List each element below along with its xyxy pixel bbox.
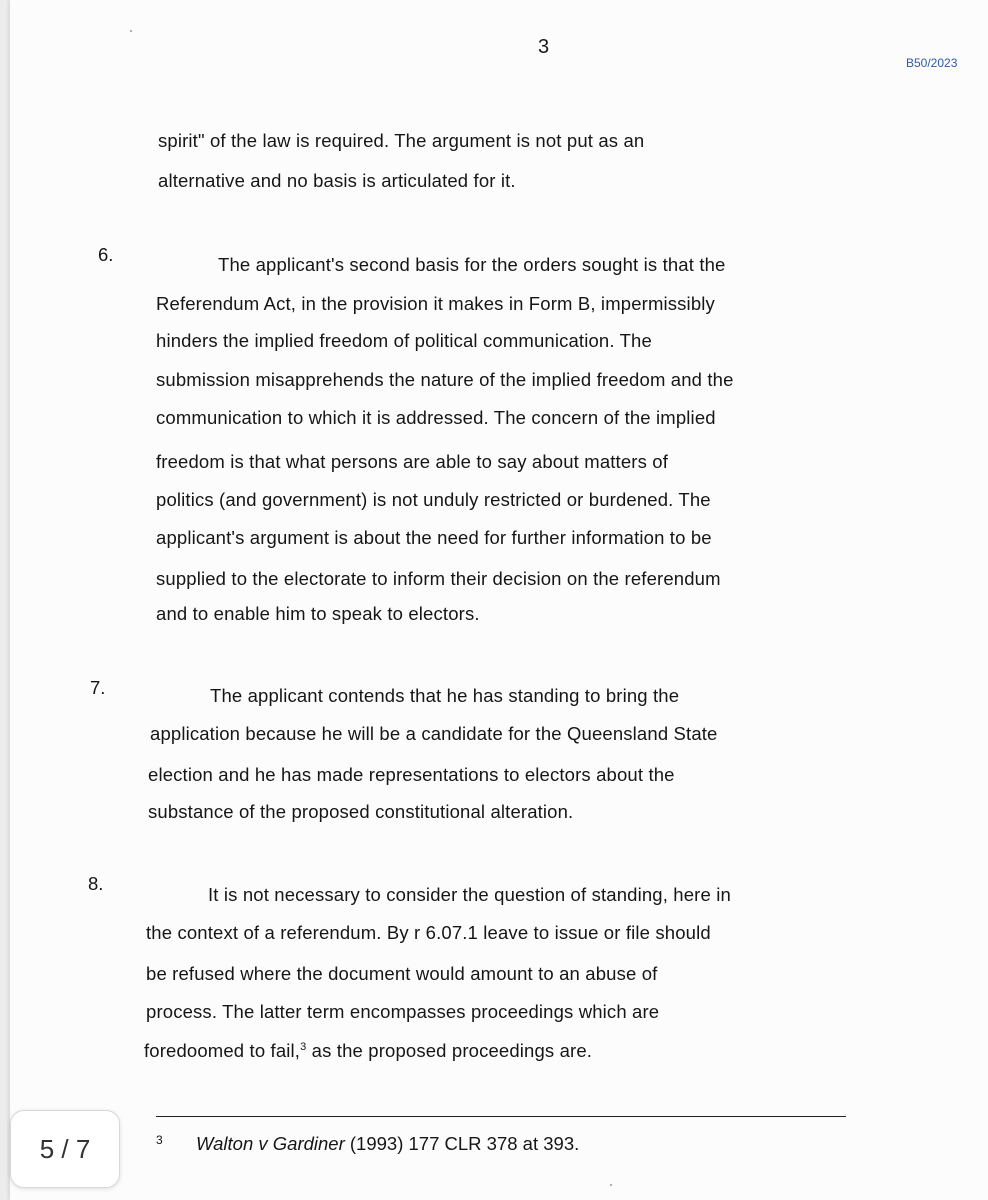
paragraph-line: Referendum Act, in the provision it makes in Form B, impermissibly <box>156 293 715 314</box>
paragraph-number: 8. <box>88 873 104 894</box>
paragraph-line: freedom is that what persons are able to say about matters of <box>156 451 669 472</box>
paragraph-line: The applicant contends that he has standing to bring the <box>210 685 680 706</box>
paragraph-number: 7. <box>90 677 106 698</box>
paragraph-line: election and he has made representations to electors about the <box>148 764 675 785</box>
paragraph-line: It is not necessary to consider the question of standing, here in <box>208 884 731 905</box>
paragraph-line: The applicant's second basis for the orders sought is that the <box>218 254 726 275</box>
page-indicator[interactable]: 5 / 7 <box>10 1110 120 1188</box>
paragraph-line: process. The latter term encompasses proceedings which are <box>146 1001 660 1022</box>
paragraph-line: and to enable him to speak to electors. <box>156 603 480 624</box>
paragraph-line: communication to which it is addressed. The concern of the implied <box>156 407 716 428</box>
paragraph-line: alternative and no basis is articulated for it. <box>158 170 516 191</box>
paragraph-line: applicant's argument is about the need for further information to be <box>156 527 712 548</box>
footnote-divider <box>156 1116 846 1117</box>
paragraph-line: application because he will be a candidate for the Queensland State <box>150 723 718 744</box>
paragraph-line: substance of the proposed constitutional alteration. <box>148 801 574 822</box>
paragraph-line-text: as the proposed proceedings are. <box>311 1040 593 1061</box>
paragraph-line: the context of a referendum. By r 6.07.1 leave to issue or file should <box>146 922 711 943</box>
paragraph-line: supplied to the electorate to inform their decision on the referendum <box>156 568 721 589</box>
footnote-case-name: Walton v Gardiner <box>196 1133 345 1154</box>
paragraph-line: submission misapprehends the nature of the implied freedom and the <box>156 369 734 390</box>
paragraph-line: politics (and government) is not unduly restricted or burdened. The <box>156 489 711 510</box>
paragraph-line: spirit" of the law is required. The argument is not put as an <box>158 130 645 151</box>
paragraph-line: hinders the implied freedom of political communication. The <box>156 330 652 351</box>
paragraph-line: be refused where the document would amount to an abuse of <box>146 963 658 984</box>
document-page <box>10 0 988 1200</box>
paragraph-line <box>144 1040 592 1062</box>
footnote-citation: (1993) 177 CLR 378 at 393. <box>349 1133 580 1154</box>
paragraph-line-text: foredoomed to fail, <box>144 1040 301 1061</box>
file-reference: B50/2023 <box>906 56 958 70</box>
footnote-number: 3 <box>156 1133 163 1147</box>
scan-speck <box>610 1184 612 1186</box>
footnote-text <box>196 1133 579 1155</box>
footnote-reference[interactable]: 3 <box>300 1040 307 1053</box>
scan-speck <box>130 30 132 32</box>
page-number: 3 <box>538 36 550 58</box>
paragraph-number: 6. <box>98 244 114 265</box>
